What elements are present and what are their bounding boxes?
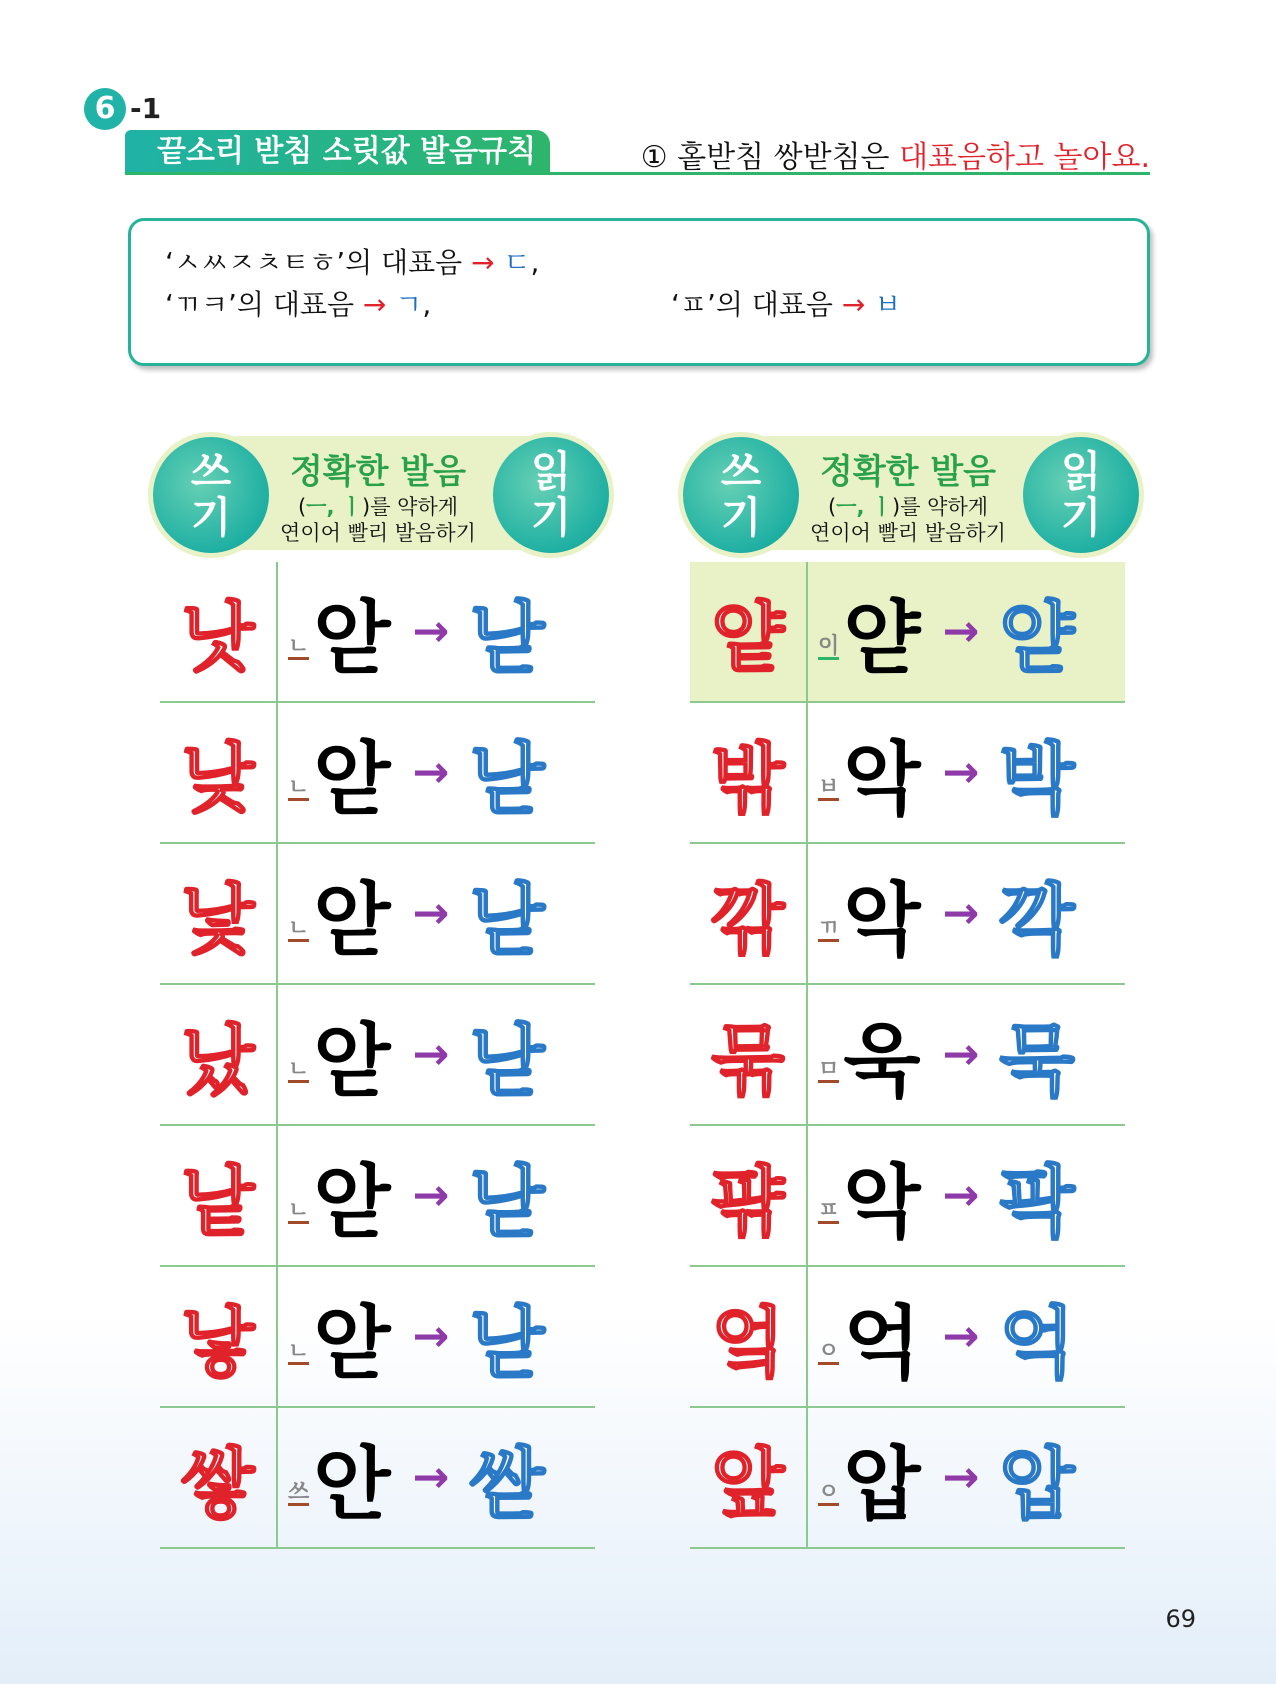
page-number: 69 bbox=[1165, 1605, 1196, 1633]
pronunciation-cell bbox=[818, 844, 1075, 983]
row-divider bbox=[806, 703, 808, 842]
desc-open: ( bbox=[297, 495, 307, 519]
pronunciation-syllable: 악 bbox=[843, 874, 921, 967]
arrow-icon: → bbox=[942, 1311, 980, 1362]
pronunciation-syllable: 악 bbox=[843, 733, 921, 826]
write-syllable: 쌓 bbox=[181, 1439, 255, 1528]
write-syllable: 엌 bbox=[711, 1298, 785, 1387]
pronunciation-cell bbox=[288, 562, 545, 701]
read-syllable: 낟 bbox=[469, 1157, 545, 1248]
info-line-2 bbox=[165, 283, 431, 323]
arrow-icon: → bbox=[942, 1029, 980, 1080]
initial-consonant: ㅍ bbox=[818, 1198, 840, 1223]
initial-consonant: ㅁ bbox=[818, 1057, 840, 1082]
arrow-icon: → bbox=[362, 288, 387, 321]
pronunciation-cell bbox=[818, 1267, 1075, 1406]
read-syllable: 억 bbox=[999, 1298, 1075, 1389]
table-row bbox=[160, 1126, 595, 1267]
table-row bbox=[690, 844, 1125, 985]
table-row bbox=[160, 1267, 595, 1408]
desc-vowels: ㅡ, ㅣ bbox=[836, 495, 893, 519]
arrow-icon: → bbox=[471, 246, 495, 279]
header-title: 정확한 발음 bbox=[819, 452, 997, 492]
pronunciation-cell bbox=[818, 562, 1075, 701]
pronunciation-cell bbox=[288, 1126, 545, 1265]
left-rows bbox=[160, 562, 595, 1549]
initial-consonant: ㄲ bbox=[818, 916, 840, 941]
table-row bbox=[690, 1408, 1125, 1549]
row-divider bbox=[276, 1126, 278, 1265]
arrow-icon: → bbox=[412, 1311, 450, 1362]
pronunciation-cell bbox=[288, 703, 545, 842]
initial-consonant: ㅇ bbox=[818, 1480, 840, 1505]
desc-vowels: ㅡ, ㅣ bbox=[306, 495, 363, 519]
read-label-top: 읽 bbox=[1060, 447, 1102, 496]
header-desc bbox=[793, 494, 1023, 546]
read-syllable: 팍 bbox=[999, 1157, 1075, 1248]
initial-consonant: 쓰 bbox=[288, 1480, 310, 1505]
arrow-icon: → bbox=[841, 288, 866, 321]
desc-line2: 연이어 빨리 발음하기 bbox=[810, 521, 1006, 545]
initial-consonant: ㄴ bbox=[288, 775, 310, 800]
header-title: 정확한 발음 bbox=[289, 452, 467, 492]
read-syllable: 낟 bbox=[469, 734, 545, 825]
table-row bbox=[690, 1126, 1125, 1267]
initial-consonant: ㄴ bbox=[288, 1198, 310, 1223]
row-divider bbox=[276, 985, 278, 1124]
write-label-top: 쓰 bbox=[720, 447, 762, 496]
arrow-icon: → bbox=[942, 606, 980, 657]
row-divider bbox=[276, 1408, 278, 1547]
arrow-icon: → bbox=[412, 1452, 450, 1503]
info-line-3-text: ‘ㅍ’의 대표음 bbox=[671, 288, 833, 321]
read-syllable: 싿 bbox=[469, 1439, 545, 1530]
info-line-2-text: ‘ㄲㅋ’의 대표음 bbox=[165, 288, 354, 321]
initial-consonant: ㅇ bbox=[818, 1339, 840, 1364]
initial-consonant: 이 bbox=[818, 634, 840, 659]
write-syllable: 퍆 bbox=[711, 1157, 785, 1246]
table-row bbox=[160, 844, 595, 985]
row-divider bbox=[806, 985, 808, 1124]
write-syllable: 낳 bbox=[181, 1298, 255, 1387]
info-box bbox=[128, 218, 1150, 366]
row-divider bbox=[806, 1408, 808, 1547]
row-divider bbox=[276, 562, 278, 701]
desc-open: ( bbox=[827, 495, 837, 519]
row-divider bbox=[276, 844, 278, 983]
row-divider bbox=[806, 562, 808, 701]
pronunciation-syllable: 앋 bbox=[313, 733, 391, 826]
table-row bbox=[690, 703, 1125, 844]
pronunciation-syllable: 앋 bbox=[313, 1297, 391, 1390]
row-divider bbox=[806, 844, 808, 983]
write-syllable: 깎 bbox=[711, 875, 785, 964]
lesson-sub-number: -1 bbox=[130, 92, 162, 125]
read-label-bottom: 기 bbox=[1060, 493, 1102, 542]
write-syllable: 묶 bbox=[711, 1016, 785, 1105]
write-syllable: 낫 bbox=[181, 593, 255, 682]
table-row bbox=[160, 703, 595, 844]
write-syllable: 밖 bbox=[711, 734, 785, 823]
panel-header bbox=[678, 430, 1133, 560]
info-line-2-jamo: ㄱ bbox=[395, 288, 423, 321]
pronunciation-cell bbox=[288, 1267, 545, 1406]
arrow-icon: → bbox=[412, 1029, 450, 1080]
read-syllable: 낟 bbox=[469, 1298, 545, 1389]
initial-consonant: ㄴ bbox=[288, 916, 310, 941]
table-row bbox=[160, 985, 595, 1126]
arrow-icon: → bbox=[412, 888, 450, 939]
pronunciation-syllable: 앋 bbox=[313, 1156, 391, 1249]
rule-highlight: 대표음하고 놀아요. bbox=[899, 140, 1150, 175]
pronunciation-syllable: 얃 bbox=[843, 592, 921, 685]
right-panel bbox=[678, 430, 1133, 1531]
pronunciation-syllable: 압 bbox=[843, 1438, 921, 1531]
arrow-icon: → bbox=[942, 1170, 980, 1221]
info-line-3 bbox=[671, 283, 901, 323]
arrow-icon: → bbox=[412, 606, 450, 657]
right-rows bbox=[690, 562, 1125, 1549]
section-title: 끝소리 받침 소릿값 발음규칙 bbox=[125, 130, 550, 174]
read-syllable: 묵 bbox=[999, 1016, 1075, 1107]
pronunciation-cell bbox=[288, 1408, 545, 1547]
initial-consonant: ㄴ bbox=[288, 1339, 310, 1364]
read-syllable: 깍 bbox=[999, 875, 1075, 966]
write-syllable: 얕 bbox=[711, 593, 785, 682]
pronunciation-cell bbox=[818, 985, 1075, 1124]
pronunciation-cell bbox=[818, 703, 1075, 842]
info-line-1-text: ‘ㅅㅆㅈㅊㅌㅎ’의 대표음 bbox=[165, 246, 463, 279]
read-syllable: 박 bbox=[999, 734, 1075, 825]
arrow-icon: → bbox=[942, 1452, 980, 1503]
read-label-top: 읽 bbox=[530, 447, 572, 496]
table-row bbox=[690, 562, 1125, 703]
write-syllable: 앞 bbox=[711, 1439, 785, 1528]
read-syllable: 낟 bbox=[469, 1016, 545, 1107]
row-divider bbox=[276, 1267, 278, 1406]
arrow-icon: → bbox=[942, 747, 980, 798]
pronunciation-syllable: 안 bbox=[313, 1438, 391, 1531]
rule-text bbox=[641, 132, 1150, 176]
initial-consonant: ㅂ bbox=[818, 775, 840, 800]
pronunciation-cell bbox=[818, 1126, 1075, 1265]
pronunciation-syllable: 억 bbox=[843, 1297, 921, 1390]
read-syllable: 압 bbox=[999, 1439, 1075, 1530]
arrow-icon: → bbox=[412, 1170, 450, 1221]
read-syllable: 낟 bbox=[469, 875, 545, 966]
pronunciation-cell bbox=[818, 1408, 1075, 1547]
write-circle bbox=[678, 432, 804, 558]
header-desc bbox=[263, 494, 493, 546]
desc-line2: 연이어 빨리 발음하기 bbox=[280, 521, 476, 545]
pronunciation-syllable: 앋 bbox=[313, 874, 391, 967]
read-syllable: 얃 bbox=[999, 593, 1075, 684]
pronunciation-syllable: 악 bbox=[843, 1156, 921, 1249]
panel-header bbox=[148, 430, 603, 560]
read-circle bbox=[1018, 432, 1144, 558]
left-panel bbox=[148, 430, 603, 1531]
row-divider bbox=[276, 703, 278, 842]
read-syllable: 낟 bbox=[469, 593, 545, 684]
arrow-icon: → bbox=[942, 888, 980, 939]
info-line-1 bbox=[165, 241, 539, 281]
table-row bbox=[690, 1267, 1125, 1408]
desc-close: )를 약하게 bbox=[362, 495, 459, 519]
pronunciation-syllable: 욱 bbox=[843, 1015, 921, 1108]
table-row bbox=[160, 1408, 595, 1549]
pronunciation-cell bbox=[288, 985, 545, 1124]
read-circle bbox=[488, 432, 614, 558]
pronunciation-syllable: 앋 bbox=[313, 592, 391, 685]
info-line-1-jamo: ㄷ bbox=[503, 246, 531, 279]
row-divider bbox=[806, 1267, 808, 1406]
initial-consonant: ㄴ bbox=[288, 634, 310, 659]
rule-prefix: ① 홑받침 쌍받침은 bbox=[640, 140, 900, 175]
table-row bbox=[690, 985, 1125, 1126]
write-syllable: 낯 bbox=[181, 875, 255, 964]
row-divider bbox=[806, 1126, 808, 1265]
table-row bbox=[160, 562, 595, 703]
info-line-1-tail: , bbox=[530, 246, 540, 279]
pronunciation-cell bbox=[288, 844, 545, 983]
write-circle bbox=[148, 432, 274, 558]
write-label-bottom: 기 bbox=[190, 493, 232, 542]
write-syllable: 낮 bbox=[181, 734, 255, 823]
read-label-bottom: 기 bbox=[530, 493, 572, 542]
write-syllable: 낱 bbox=[181, 1157, 255, 1246]
arrow-icon: → bbox=[412, 747, 450, 798]
initial-consonant: ㄴ bbox=[288, 1057, 310, 1082]
write-label-bottom: 기 bbox=[720, 493, 762, 542]
lesson-number-badge: 6 bbox=[84, 88, 126, 130]
info-line-2-tail: , bbox=[422, 288, 432, 321]
pronunciation-syllable: 앋 bbox=[313, 1015, 391, 1108]
write-syllable: 났 bbox=[181, 1016, 255, 1105]
info-line-3-jamo: ㅂ bbox=[874, 288, 902, 321]
desc-close: )를 약하게 bbox=[892, 495, 989, 519]
write-label-top: 쓰 bbox=[190, 447, 232, 496]
